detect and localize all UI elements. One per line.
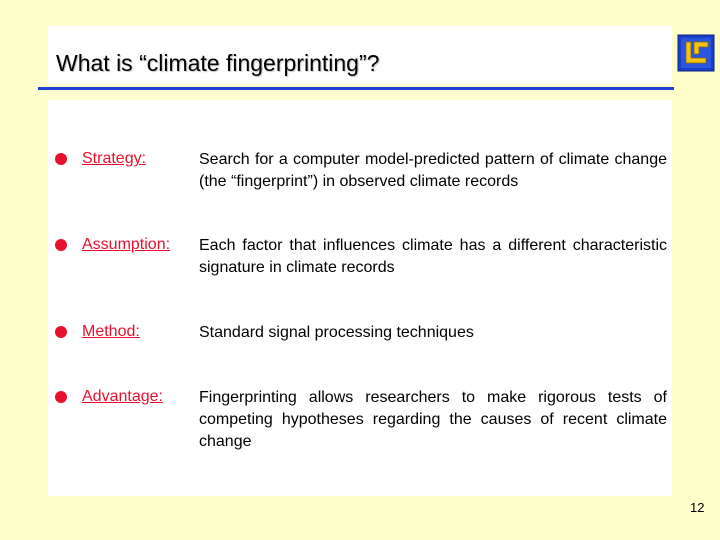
page-number: 12 [690, 500, 705, 515]
item-description-advantage: Fingerprinting allows researchers to make rigorous tests of competing hypotheses regarding the causes of recent climate change [199, 389, 667, 450]
bullet-icon [55, 326, 67, 338]
item-term-method: Method: [82, 323, 140, 340]
lab-logo-icon [677, 34, 715, 72]
item-term-advantage: Advantage: [82, 388, 163, 405]
item-description-method: Standard signal processing techniques [199, 324, 474, 341]
item-term-assumption: Assumption: [82, 236, 171, 253]
title-underline [38, 87, 674, 90]
item-description-strategy: Search for a computer model-predicted pattern of climate change (the “fingerprint”) in observed climate records [199, 151, 667, 190]
bullet-icon [55, 391, 67, 403]
bullet-icon [55, 239, 67, 251]
slide-title: What is “climate fingerprinting”? [56, 50, 380, 76]
bullet-icon [55, 153, 67, 165]
item-term-strategy: Strategy: [82, 150, 147, 167]
item-description-assumption: Each factor that influences climate has a different characteristic signature in climate records [199, 237, 667, 276]
